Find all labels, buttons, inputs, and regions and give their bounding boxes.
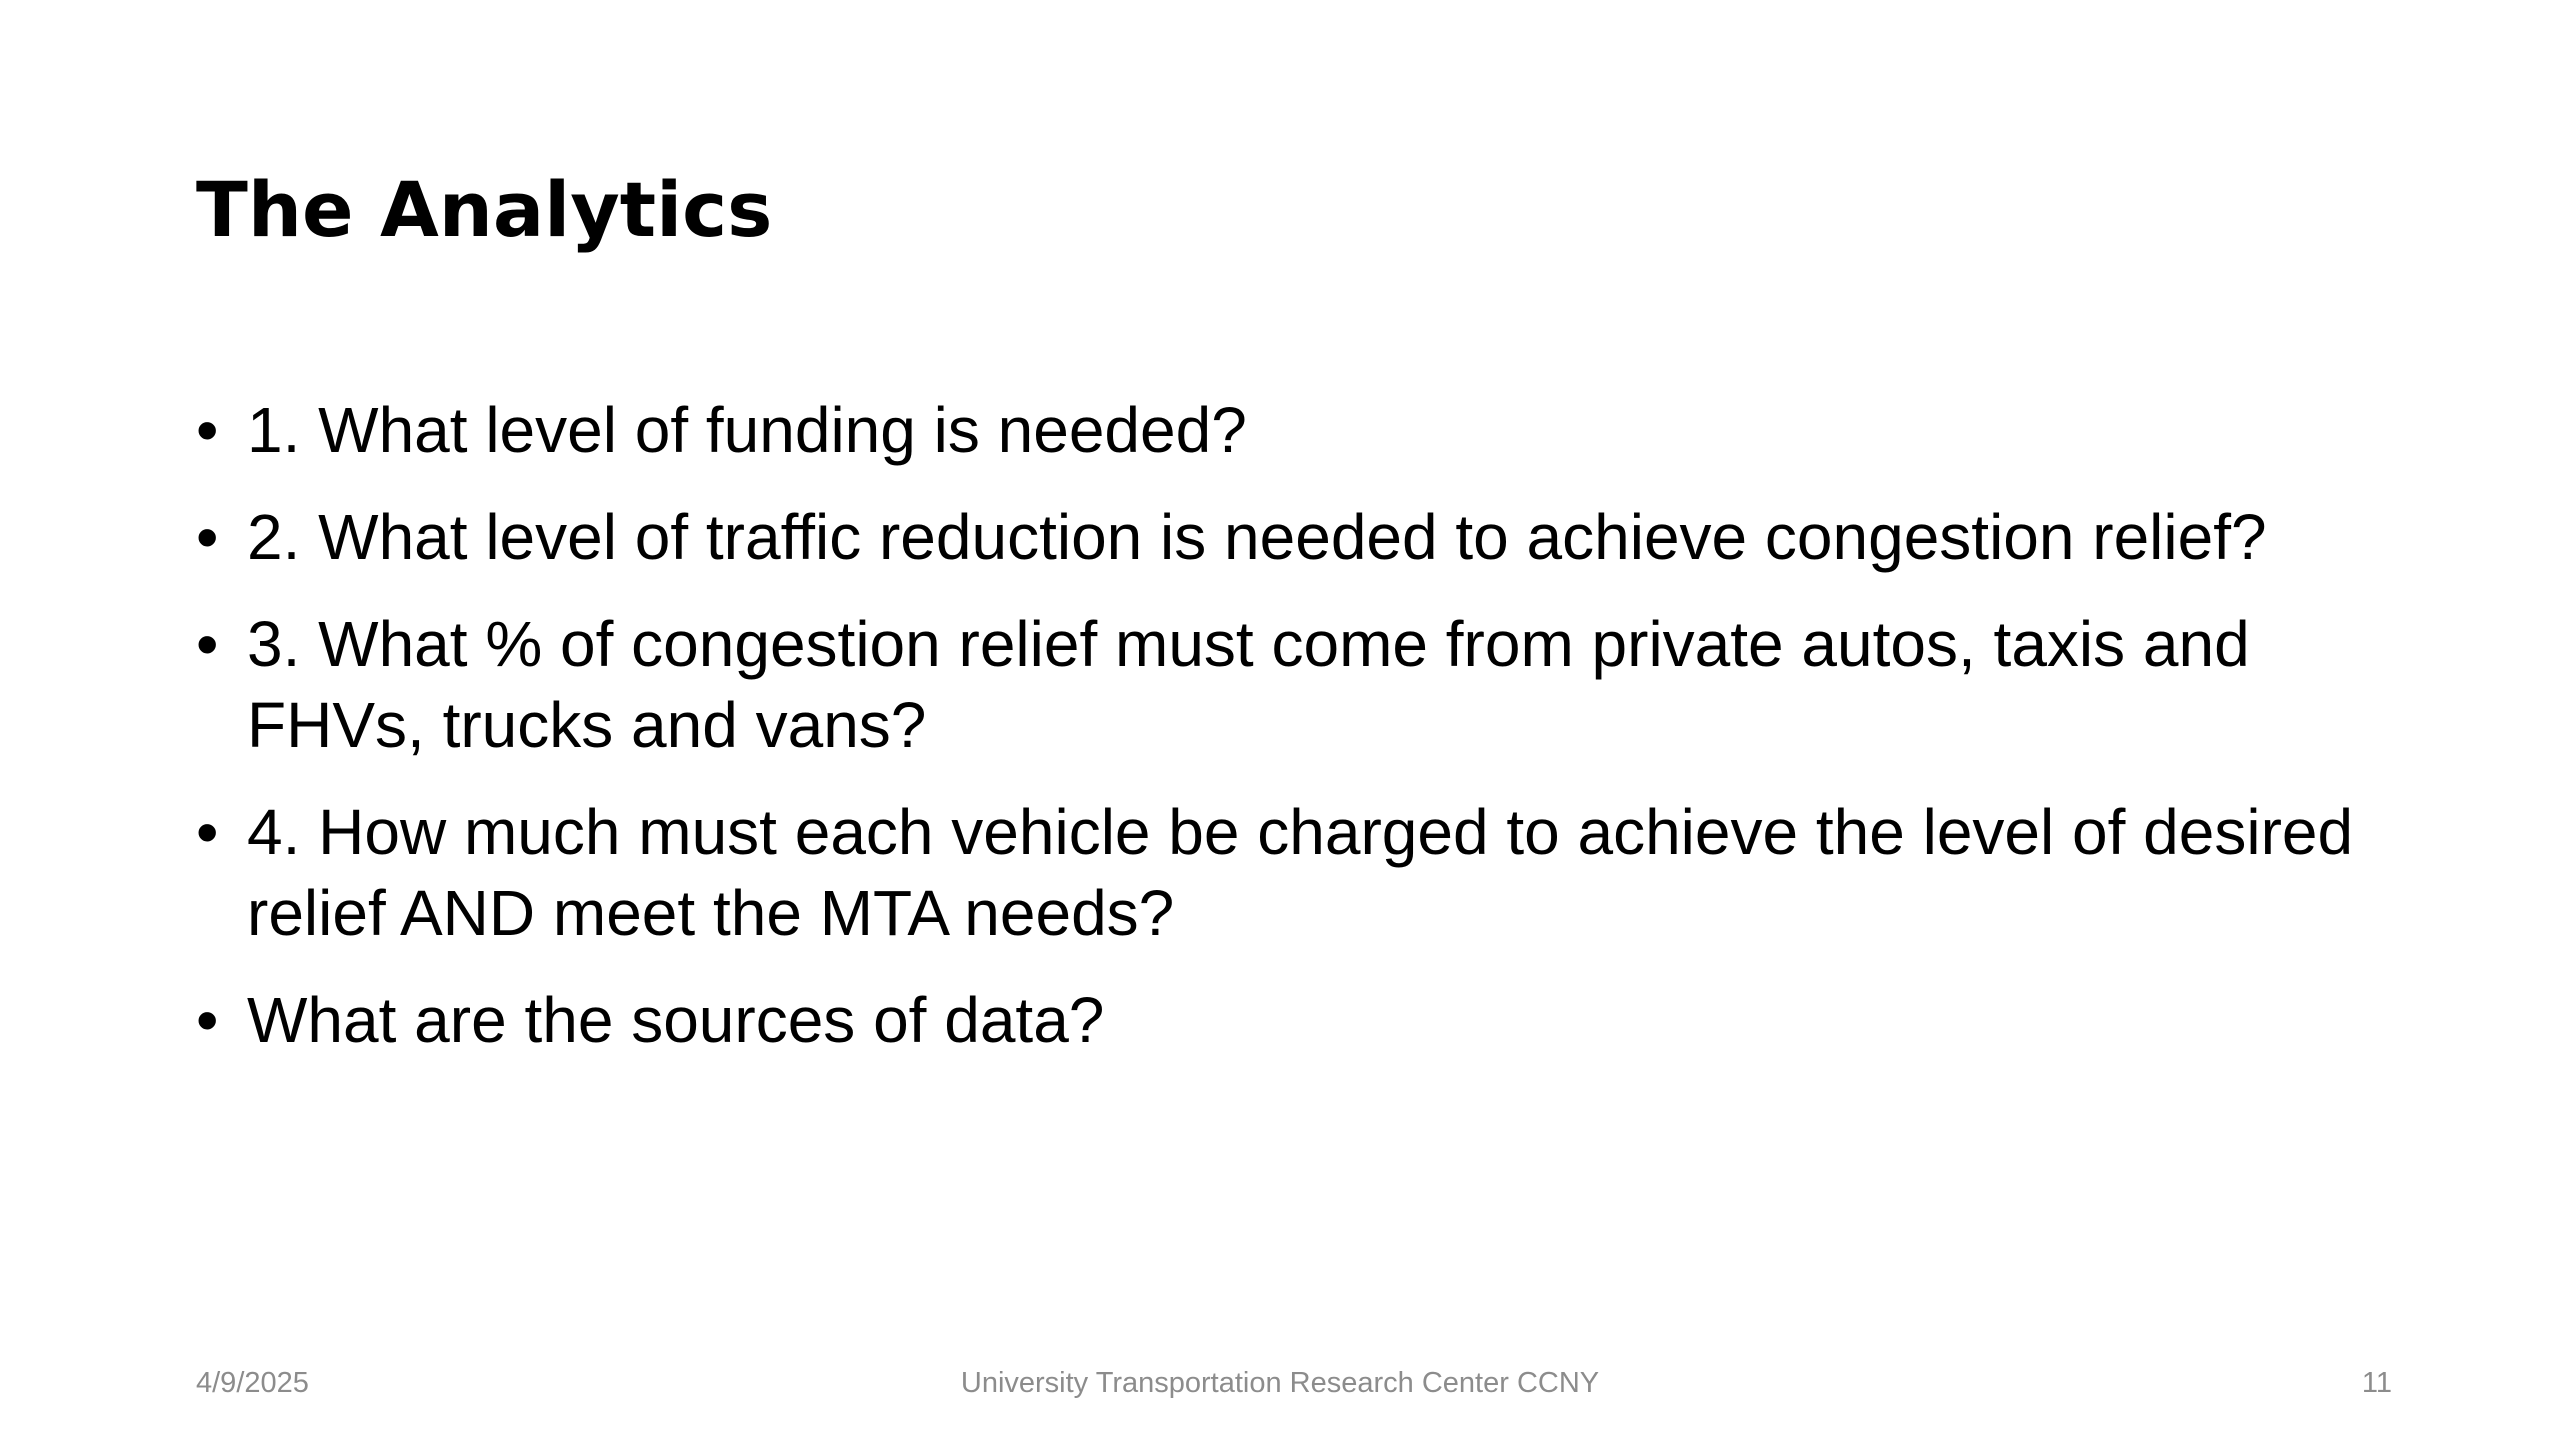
footer-organization: University Transportation Research Center CCNY [960, 1367, 1600, 1399]
bullet-dot: • [196, 984, 219, 1056]
bullet-text: 2. What level of traffic reduction is needed to achieve congestion relief? [247, 501, 2267, 573]
bullet-dot: • [196, 608, 219, 680]
bullet-item-4 [196, 792, 2396, 954]
bullet-dot: • [196, 501, 219, 573]
bullet-item-2 [196, 497, 2396, 578]
footer-date: 4/9/2025 [196, 1367, 309, 1399]
bullet-item-3 [196, 604, 2396, 766]
bullet-text: 3. What % of congestion relief must come from private autos, taxis and FHVs, trucks and vans? [247, 608, 2250, 761]
bullet-text: 1. What level of funding is needed? [247, 394, 1247, 466]
bullet-text: 4. How much must each vehicle be charged to achieve the level of desired relief AND meet the MTA needs? [247, 796, 2354, 949]
bullet-item-5 [196, 980, 2396, 1061]
footer-page-number: 11 [2361, 1367, 2392, 1399]
bullet-item-1 [196, 390, 2396, 471]
bullet-text: What are the sources of data? [247, 984, 1105, 1056]
bullet-dot: • [196, 394, 219, 466]
slide-title: The Analytics [196, 165, 773, 254]
bullet-list [196, 390, 2396, 1087]
bullet-dot: • [196, 796, 219, 868]
